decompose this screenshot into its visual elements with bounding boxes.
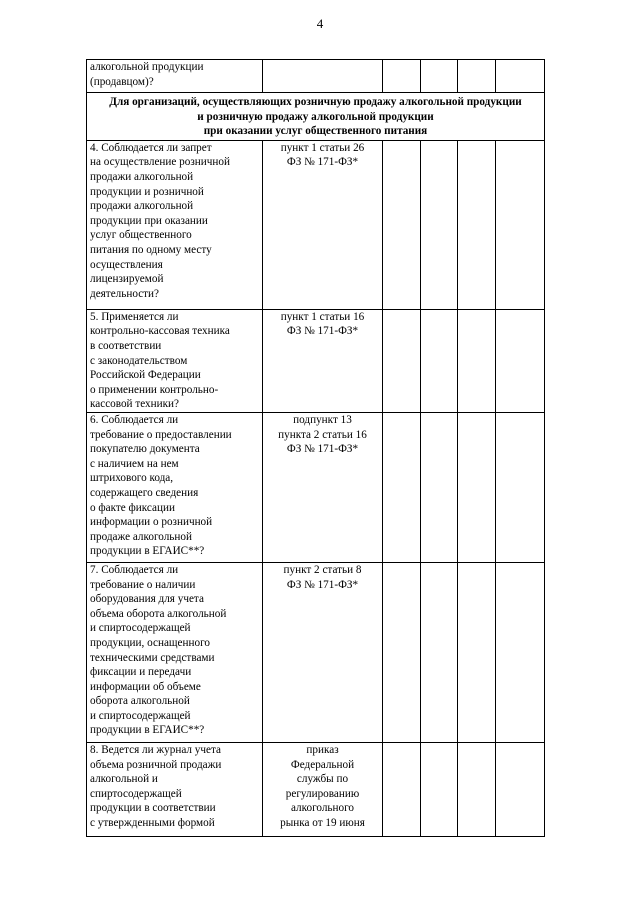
legal-reference-text: приказ Федеральной службы по регулированию алкогольного рынка от 19 июня [280, 743, 365, 829]
question-cell [87, 140, 263, 309]
question-cell [87, 742, 263, 836]
table-row [87, 309, 545, 412]
answer-cell [383, 742, 421, 836]
legal-reference-text: пункт 1 статьи 16 ФЗ № 171-ФЗ* [280, 310, 365, 338]
checklist-table-body [87, 60, 545, 837]
table-row [87, 140, 545, 309]
answer-cell [496, 60, 545, 93]
answer-cell [496, 562, 545, 742]
answer-cell [458, 412, 496, 562]
table-row [87, 412, 545, 562]
answer-cell [496, 742, 545, 836]
answer-cell [458, 562, 496, 742]
answer-cell [458, 140, 496, 309]
legal-reference-cell [263, 140, 383, 309]
question-cell [87, 60, 263, 93]
question-text: 8. Ведется ли журнал учета объема розничной продажи алкогольной и спиртосодержащей продукции в соответствии с утвержденными формой [90, 743, 222, 829]
table-row [87, 562, 545, 742]
section-header-text: Для организаций, осуществляющих розничную продажу алкогольной продукции и розничную продажу алкогольной продукции при оказании услуг общественного питания [87, 93, 545, 141]
answer-cell [458, 60, 496, 93]
legal-reference-cell [263, 309, 383, 412]
legal-reference-cell [263, 412, 383, 562]
legal-reference-text: подпункт 13 пункта 2 статьи 16 ФЗ № 171-ФЗ* [278, 413, 367, 456]
answer-cell [421, 60, 458, 93]
answer-cell [496, 309, 545, 412]
answer-cell [383, 412, 421, 562]
legal-reference-cell [263, 562, 383, 742]
question-cell [87, 309, 263, 412]
answer-cell [383, 140, 421, 309]
answer-cell [421, 412, 458, 562]
question-text: 7. Соблюдается ли требование о наличии оборудования для учета объема оборота алкогольной и спиртосодержащей продукции, оснащенного техническими средствами фиксации и передачи информации об объеме оборота алкогольной и спиртосодержащей продукции в ЕГАИС**? [90, 563, 227, 737]
page-number: 4 [316, 16, 324, 31]
answer-cell [383, 60, 421, 93]
answer-cell [383, 309, 421, 412]
legal-reference-text: пункт 2 статьи 8 ФЗ № 171-ФЗ* [283, 563, 362, 591]
question-text: 6. Соблюдается ли требование о предоставлении покупателю документа с наличием на нем штрихового кода, содержащего сведения о факте фиксации информации о розничной продаже алкогольной продукции в ЕГАИС**? [90, 413, 232, 558]
question-text: алкогольной продукции (продавцом)? [90, 61, 204, 88]
legal-reference-text: пункт 1 статьи 26 ФЗ № 171-ФЗ* [280, 141, 365, 169]
legal-reference-cell [263, 742, 383, 836]
answer-cell [458, 309, 496, 412]
section-header-row [87, 93, 545, 141]
question-text: 5. Применяется ли контрольно-кассовая техника в соответствии с законодательством Российской Федерации о применении контрольно- кассовой техники? [90, 310, 230, 411]
answer-cell [458, 742, 496, 836]
answer-cell [421, 140, 458, 309]
table-row [87, 742, 545, 836]
legal-reference-cell [263, 60, 383, 93]
answer-cell [421, 742, 458, 836]
answer-cell [496, 412, 545, 562]
question-cell [87, 412, 263, 562]
answer-cell [383, 562, 421, 742]
question-cell [87, 562, 263, 742]
question-text: 4. Соблюдается ли запрет на осуществление розничной продажи алкогольной продукции и розничной продажи алкогольной продукции при оказании услуг общественного питания по одному месту осуществления лицензируемой деятельности? [90, 141, 230, 300]
answer-cell [421, 309, 458, 412]
table-row [87, 60, 545, 93]
answer-cell [496, 140, 545, 309]
checklist-table [86, 59, 545, 837]
answer-cell [421, 562, 458, 742]
